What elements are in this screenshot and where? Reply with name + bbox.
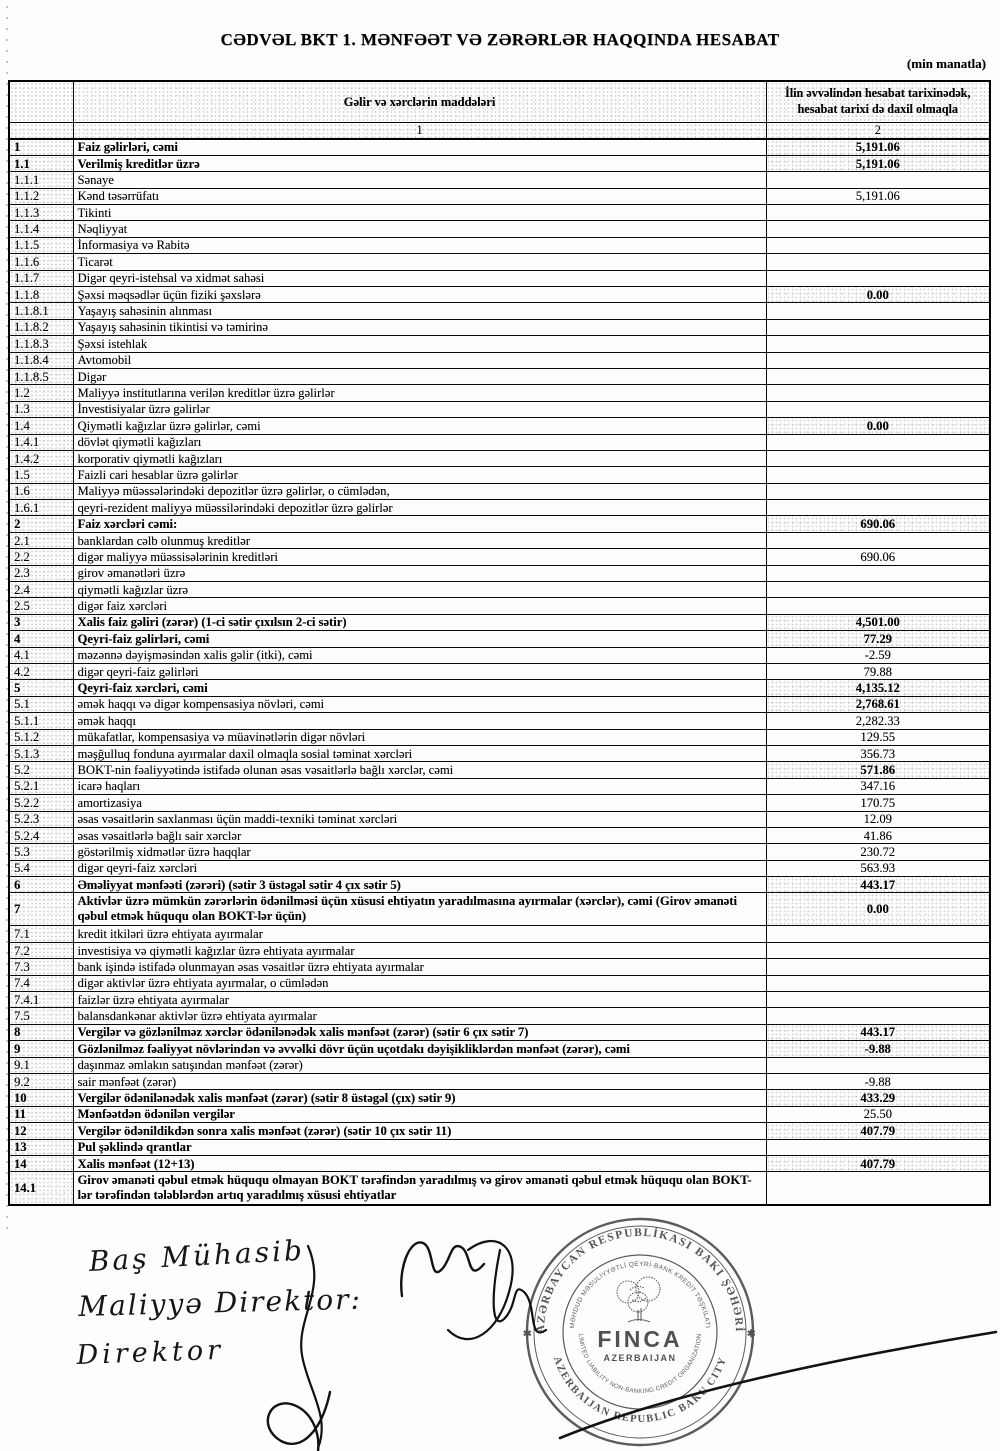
row-label: Digər qeyri-istehsal və xidmət sahəsi	[73, 270, 766, 286]
row-label: Tikinti	[73, 205, 766, 221]
page-title: CƏDVƏL BKT 1. MƏNFƏƏT VƏ ZƏRƏRLƏR HAQQINDA HESABAT	[220, 30, 780, 49]
row-label: Şəxsi istehlak	[73, 336, 766, 352]
table-row	[9, 827, 990, 843]
table-row	[9, 549, 990, 565]
table-row	[9, 713, 990, 729]
row-label: korporativ qiymətli kağızları	[73, 450, 766, 466]
row-value: 347.16	[766, 778, 990, 794]
stamp-second-ring	[534, 1226, 746, 1438]
row-value	[766, 336, 990, 352]
row-num: 4.1	[9, 647, 73, 663]
row-value	[766, 483, 990, 499]
table-row	[9, 532, 990, 548]
row-value	[766, 532, 990, 548]
signature-stroke	[301, 1246, 322, 1448]
row-label: Girov əmanəti qəbul etmək hüququ olmayan BOKT tərəfindən yaradılmış və girov əmanəti qəbul etmək hüququ olan BOKT-lər tərəfindən tələblərdən artıq yaradılmış xüsusi ehtiyatlar	[73, 1172, 766, 1205]
table-row	[9, 205, 990, 221]
stamp-inner-bottom-text: LIMITED LIABILITY NON-BANKING CREDIT ORGANIZATION	[576, 1333, 704, 1395]
row-value	[766, 467, 990, 483]
row-label: digər maliyyə müəssisələrinin kreditləri	[73, 549, 766, 565]
table-row	[9, 303, 990, 319]
row-label: İnformasiya və Rabitə	[73, 237, 766, 253]
row-value	[766, 254, 990, 270]
table-row	[9, 729, 990, 745]
row-label: dövlət qiymətli kağızları	[73, 434, 766, 450]
row-num: 1.1	[9, 155, 73, 171]
row-value	[766, 205, 990, 221]
row-num: 1.1.8.4	[9, 352, 73, 368]
row-num: 7.5	[9, 1008, 73, 1024]
table-subheader-row	[9, 123, 990, 140]
row-num: 5.1.2	[9, 729, 73, 745]
row-label: sair mənfəət (zərər)	[73, 1073, 766, 1089]
handwritten-signatures	[268, 1241, 996, 1451]
table-row	[9, 401, 990, 417]
row-label: digər aktivlər üzrə ehtiyata ayırmalar, o cümlədən	[73, 975, 766, 991]
row-label: Mənfəətdən ödənilən vergilər	[73, 1106, 766, 1122]
row-value: 41.86	[766, 827, 990, 843]
row-num: 1.1.4	[9, 221, 73, 237]
handwritten-title-director: Direktor	[76, 1334, 225, 1371]
row-num: 1.3	[9, 401, 73, 417]
table-row	[9, 418, 990, 434]
table-row	[9, 1057, 990, 1073]
table-row	[9, 270, 990, 286]
table-row	[9, 1155, 990, 1171]
table-row	[9, 1073, 990, 1089]
row-num: 9	[9, 1041, 73, 1057]
row-label: Gözlənilməz fəaliyyət növlərindən və əvvəlki dövr üçün uçotdakı dəyişikliklərdən mənfəət (zərər), cəmi	[73, 1041, 766, 1057]
row-value: 443.17	[766, 877, 990, 893]
unit-note: (min manatla)	[906, 56, 986, 71]
column-index-items: 1	[73, 123, 766, 140]
row-num: 1.4.2	[9, 450, 73, 466]
row-label: əmək haqqı və digər kompensasiya növləri, cəmi	[73, 696, 766, 712]
row-label: əsas vəsaitlərlə bağlı sair xərclər	[73, 827, 766, 843]
row-label: Digər	[73, 368, 766, 384]
row-label: Pul şəklində qrantlar	[73, 1139, 766, 1155]
table-row	[9, 221, 990, 237]
row-label: kredit itkiləri üzrə ehtiyata ayırmalar	[73, 926, 766, 942]
row-value	[766, 959, 990, 975]
row-num: 7.4	[9, 975, 73, 991]
table-row	[9, 778, 990, 794]
row-value	[766, 500, 990, 516]
row-num: 1.1.3	[9, 205, 73, 221]
table-row	[9, 664, 990, 680]
row-num: 5.2	[9, 762, 73, 778]
row-label: daşınmaz əmlakın satışından mənfəət (zərər)	[73, 1057, 766, 1073]
table-row	[9, 942, 990, 958]
signature-stroke	[560, 1332, 996, 1438]
row-label: girov əmanətləri üzrə	[73, 565, 766, 581]
row-value: 79.88	[766, 664, 990, 680]
row-num: 1.1.8.3	[9, 336, 73, 352]
row-value: 407.79	[766, 1123, 990, 1139]
row-value: 356.73	[766, 745, 990, 761]
row-value: 5,191.06	[766, 139, 990, 155]
row-num: 1	[9, 139, 73, 155]
handwritten-title-chief-accountant: Baş Mühasib	[88, 1233, 306, 1278]
row-value	[766, 221, 990, 237]
row-value	[766, 270, 990, 286]
table-row	[9, 1008, 990, 1024]
row-value: 170.75	[766, 795, 990, 811]
table-row	[9, 352, 990, 368]
stamp-inner-ring	[563, 1255, 717, 1409]
header-corner-cell	[9, 81, 73, 123]
row-value: 5,191.06	[766, 155, 990, 171]
row-num: 5.4	[9, 860, 73, 876]
row-label: digər qeyri-faiz gəlirləri	[73, 664, 766, 680]
table-row	[9, 155, 990, 171]
row-value: -9.88	[766, 1073, 990, 1089]
row-num: 9.1	[9, 1057, 73, 1073]
row-num: 7.3	[9, 959, 73, 975]
table-row	[9, 680, 990, 696]
row-label: amortizasiya	[73, 795, 766, 811]
row-num: 2.5	[9, 598, 73, 614]
finca-tree-logo	[617, 1277, 660, 1322]
company-stamp	[523, 1219, 757, 1445]
row-label: faizlər üzrə ehtiyata ayırmalar	[73, 992, 766, 1008]
row-label: Yaşayış sahəsinin alınması	[73, 303, 766, 319]
table-row	[9, 926, 990, 942]
row-label: Qiymətli kağızlar üzrə gəlirlər, cəmi	[73, 418, 766, 434]
table-row	[9, 237, 990, 253]
pl-table-body	[9, 139, 990, 1205]
row-num: 8	[9, 1024, 73, 1040]
row-value: 407.79	[766, 1155, 990, 1171]
row-value: 443.17	[766, 1024, 990, 1040]
row-num: 7.4.1	[9, 992, 73, 1008]
table-row	[9, 582, 990, 598]
row-num: 5.2.4	[9, 827, 73, 843]
row-num: 1.6	[9, 483, 73, 499]
row-num: 5.1	[9, 696, 73, 712]
row-label: məşğulluq fonduna ayırmalar daxil olmaqla sosial təminat xərcləri	[73, 745, 766, 761]
row-label: əmək haqqı	[73, 713, 766, 729]
row-num: 12	[9, 1123, 73, 1139]
row-num: 11	[9, 1106, 73, 1122]
row-label: Maliyyə müəssələrindəki depozitlər üzrə gəlirlər, o cümlədən,	[73, 483, 766, 499]
row-label: Verilmiş kreditlər üzrə	[73, 155, 766, 171]
row-label: Sənaye	[73, 172, 766, 188]
row-num: 5	[9, 680, 73, 696]
row-label: qeyri-rezident maliyyə müəssilərindəki depozitlər üzrə gəlirlər	[73, 500, 766, 516]
row-num: 5.2.1	[9, 778, 73, 794]
row-label: bank işində istifadə olunmayan əsas vəsaitlər üzrə ehtiyata ayırmalar	[73, 959, 766, 975]
table-row	[9, 450, 990, 466]
row-label: Faizli cari hesablar üzrə gəlirlər	[73, 467, 766, 483]
svg-text:AZƏRBAYCAN RESPUBLİKASI BAKI Ş	[535, 1227, 745, 1333]
table-row	[9, 598, 990, 614]
table-row	[9, 483, 990, 499]
row-label: məzənnə dəyişməsindən xalis gəlir (itki), cəmi	[73, 647, 766, 663]
row-value: 2,282.33	[766, 713, 990, 729]
table-row	[9, 631, 990, 647]
row-label: Faiz xərcləri cəmi:	[73, 516, 766, 532]
row-label: Aktivlər üzrə mümkün zərərlərin ödənilməsi üçün xüsusi ehtiyatın yaradılmasına ayırmalar (xərclər), cəmi (Girov əmanəti qəbul etmək hüququ olan BOKT-lər üçün)	[73, 893, 766, 926]
row-num: 5.2.3	[9, 811, 73, 827]
table-header-row	[9, 81, 990, 123]
row-value	[766, 926, 990, 942]
row-label: Faiz gəlirləri, cəmi	[73, 139, 766, 155]
row-value	[766, 385, 990, 401]
row-value	[766, 1172, 990, 1205]
row-value	[766, 975, 990, 991]
table-row	[9, 1106, 990, 1122]
stamp-center-sub: AZERBAIJAN	[603, 1353, 677, 1363]
pl-table	[8, 80, 991, 1206]
row-num: 5.2.2	[9, 795, 73, 811]
row-label: icarə haqları	[73, 778, 766, 794]
row-num: 1.6.1	[9, 500, 73, 516]
table-row	[9, 172, 990, 188]
row-label: İnvestisiyalar üzrə gəlirlər	[73, 401, 766, 417]
row-value: 563.93	[766, 860, 990, 876]
row-value: 12.09	[766, 811, 990, 827]
table-row	[9, 368, 990, 384]
row-num: 3	[9, 614, 73, 630]
row-num: 7	[9, 893, 73, 926]
row-num: 14	[9, 1155, 73, 1171]
table-row	[9, 762, 990, 778]
row-value	[766, 434, 990, 450]
header-value-label: İlin əvvəlindən hesabat tarixinədək, hesabat tarixi də daxil olmaqla	[766, 81, 990, 123]
row-label: Xalis faiz gəliri (zərər) (1-ci sətir çıxılsın 2-ci sətir)	[73, 614, 766, 630]
row-label: göstərilmiş xidmətlər üzrə haqqlar	[73, 844, 766, 860]
row-num: 2.3	[9, 565, 73, 581]
table-row	[9, 975, 990, 991]
table-row	[9, 614, 990, 630]
table-row	[9, 434, 990, 450]
table-row	[9, 319, 990, 335]
svg-text:AZERBAIJAN REPUBLIC BAKU CITY	[551, 1355, 729, 1425]
row-value: 0.00	[766, 893, 990, 926]
table-row	[9, 516, 990, 532]
row-num: 6	[9, 877, 73, 893]
row-label: BOKT-nin fəaliyyətində istifadə olunan əsas vəsaitlərlə bağlı xərclər, cəmi	[73, 762, 766, 778]
row-label: Qeyri-faiz xərcləri, cəmi	[73, 680, 766, 696]
row-num: 2.2	[9, 549, 73, 565]
row-label: Avtomobil	[73, 352, 766, 368]
table-row	[9, 336, 990, 352]
row-num: 5.1.3	[9, 745, 73, 761]
table-row	[9, 500, 990, 516]
table-row	[9, 959, 990, 975]
row-value: 690.06	[766, 549, 990, 565]
row-num: 4.2	[9, 664, 73, 680]
row-num: 1.4.1	[9, 434, 73, 450]
row-num: 1.1.8	[9, 287, 73, 303]
table-row	[9, 1172, 990, 1205]
table-row	[9, 860, 990, 876]
row-value: 4,135.12	[766, 680, 990, 696]
row-num: 5.3	[9, 844, 73, 860]
row-label: Şəxsi məqsədlər üçün fiziki şəxslərə	[73, 287, 766, 303]
row-num: 7.2	[9, 942, 73, 958]
row-value	[766, 582, 990, 598]
row-num: 1.1.8.2	[9, 319, 73, 335]
row-num: 1.1.2	[9, 188, 73, 204]
table-row	[9, 139, 990, 155]
row-num: 2.4	[9, 582, 73, 598]
row-num: 1.1.8.5	[9, 368, 73, 384]
row-value	[766, 319, 990, 335]
row-label: Nəqliyyat	[73, 221, 766, 237]
table-row	[9, 811, 990, 827]
stamp-separator-right-icon: ✱	[746, 1329, 758, 1340]
table-row	[9, 254, 990, 270]
subheader-corner-cell	[9, 123, 73, 140]
svg-text:MƏHDUD MƏSULİYYƏTLİ QEYRİ-BANK	[569, 1260, 711, 1329]
row-value	[766, 598, 990, 614]
row-value: 2,768.61	[766, 696, 990, 712]
row-label: digər faiz xərcləri	[73, 598, 766, 614]
row-value: -2.59	[766, 647, 990, 663]
row-value	[766, 450, 990, 466]
stamp-outer-ring	[527, 1219, 753, 1445]
row-label: Vergilər ödənilənədək xalis mənfəət (zərər) (sətir 8 üstəgəl (çıx) sətir 9)	[73, 1090, 766, 1106]
row-label: balansdankənar aktivlər üzrə ehtiyata ayırmalar	[73, 1008, 766, 1024]
row-label: Qeyri-faiz gəlirləri, cəmi	[73, 631, 766, 647]
row-label: Xalis mənfəət (12+13)	[73, 1155, 766, 1171]
row-value: 5,191.06	[766, 188, 990, 204]
row-label: Yaşayış sahəsinin tikintisi və təmirinə	[73, 319, 766, 335]
row-value: 571.86	[766, 762, 990, 778]
table-row	[9, 1139, 990, 1155]
signature-stroke	[268, 1392, 330, 1451]
signature-stroke	[448, 1241, 513, 1339]
row-label: Kənd təsərrüfatı	[73, 188, 766, 204]
row-value: 690.06	[766, 516, 990, 532]
stamp-inner-top-text: MƏHDUD MƏSULİYYƏTLİ QEYRİ-BANK KREDİT TƏŞKİLATI	[569, 1260, 711, 1329]
row-label: Vergilər ödənildikdən sonra xalis mənfəət (zərər) (sətir 10 çıx sətir 11)	[73, 1123, 766, 1139]
row-label: investisiya və qiymətli kağızlar üzrə ehtiyata ayırmalar	[73, 942, 766, 958]
row-value	[766, 1139, 990, 1155]
row-value: 77.29	[766, 631, 990, 647]
table-row	[9, 647, 990, 663]
row-label: Maliyyə institutlarına verilən kreditlər üzrə gəlirlər	[73, 385, 766, 401]
row-num: 1.1.7	[9, 270, 73, 286]
table-row	[9, 1041, 990, 1057]
row-value: 129.55	[766, 729, 990, 745]
row-value	[766, 401, 990, 417]
table-row	[9, 992, 990, 1008]
row-num: 1.1.5	[9, 237, 73, 253]
row-num: 10	[9, 1090, 73, 1106]
row-label: Əməliyyat mənfəəti (zərəri) (sətir 3 üstəgəl sətir 4 çıx sətir 5)	[73, 877, 766, 893]
row-label: mükafatlar, kompensasiya və müavinətlərin digər növləri	[73, 729, 766, 745]
row-num: 2	[9, 516, 73, 532]
row-num: 7.1	[9, 926, 73, 942]
table-row	[9, 287, 990, 303]
row-num: 1.1.8.1	[9, 303, 73, 319]
row-value	[766, 565, 990, 581]
row-value: 4,501.00	[766, 614, 990, 630]
table-row	[9, 467, 990, 483]
row-value	[766, 237, 990, 253]
row-value: 433.29	[766, 1090, 990, 1106]
row-num: 1.1.1	[9, 172, 73, 188]
row-value: 0.00	[766, 418, 990, 434]
stamp-outer-bottom-text: AZERBAIJAN REPUBLIC BAKU CITY	[550, 1355, 730, 1426]
table-row	[9, 188, 990, 204]
stamp-outer-top-text: AZƏRBAYCAN RESPUBLİKASI BAKI ŞƏHƏRİ	[534, 1226, 746, 1334]
row-value: 230.72	[766, 844, 990, 860]
row-num: 2.1	[9, 532, 73, 548]
row-num: 1.2	[9, 385, 73, 401]
table-row	[9, 844, 990, 860]
row-value	[766, 352, 990, 368]
row-label: digər qeyri-faiz xərcləri	[73, 860, 766, 876]
table-row	[9, 795, 990, 811]
signature-stroke	[494, 1250, 546, 1332]
table-row	[9, 893, 990, 926]
row-num: 1.4	[9, 418, 73, 434]
row-value: -9.88	[766, 1041, 990, 1057]
row-value	[766, 1008, 990, 1024]
row-value	[766, 303, 990, 319]
row-label: Vergilər və gözlənilməz xərclər ödənilənədək xalis mənfəət (zərər) (sətir 6 çıx sətir 7)	[73, 1024, 766, 1040]
row-num: 1.5	[9, 467, 73, 483]
row-value: 0.00	[766, 287, 990, 303]
svg-text:LIMITED LIABILITY NON-BANKING	[577, 1333, 703, 1395]
table-row	[9, 1123, 990, 1139]
stamp-separator-left-icon: ✱	[522, 1329, 534, 1340]
header-items-label: Gəlir və xərclərin maddələri	[73, 81, 766, 123]
row-label: əsas vəsaitlərin saxlanması üçün maddi-texniki təminat xərcləri	[73, 811, 766, 827]
row-value	[766, 1057, 990, 1073]
table-row	[9, 696, 990, 712]
row-num: 13	[9, 1139, 73, 1155]
table-row	[9, 1024, 990, 1040]
row-label: qiymətli kağızlar üzrə	[73, 582, 766, 598]
row-num: 9.2	[9, 1073, 73, 1089]
table-row	[9, 877, 990, 893]
row-value: 25.50	[766, 1106, 990, 1122]
table-row	[9, 745, 990, 761]
column-index-value: 2	[766, 123, 990, 140]
row-num: 1.1.6	[9, 254, 73, 270]
row-value	[766, 368, 990, 384]
stamp-center-name: FINCA	[597, 1326, 683, 1352]
row-num: 5.1.1	[9, 713, 73, 729]
row-label: banklardan cəlb olunmuş kreditlər	[73, 532, 766, 548]
handwritten-title-finance-director: Maliyyə Direktor:	[78, 1282, 363, 1323]
row-value	[766, 172, 990, 188]
table-row	[9, 1090, 990, 1106]
row-num: 14.1	[9, 1172, 73, 1205]
row-value	[766, 942, 990, 958]
row-value	[766, 992, 990, 1008]
table-row	[9, 565, 990, 581]
row-label: Ticarət	[73, 254, 766, 270]
signature-stroke	[401, 1242, 484, 1296]
row-num: 4	[9, 631, 73, 647]
table-row	[9, 385, 990, 401]
